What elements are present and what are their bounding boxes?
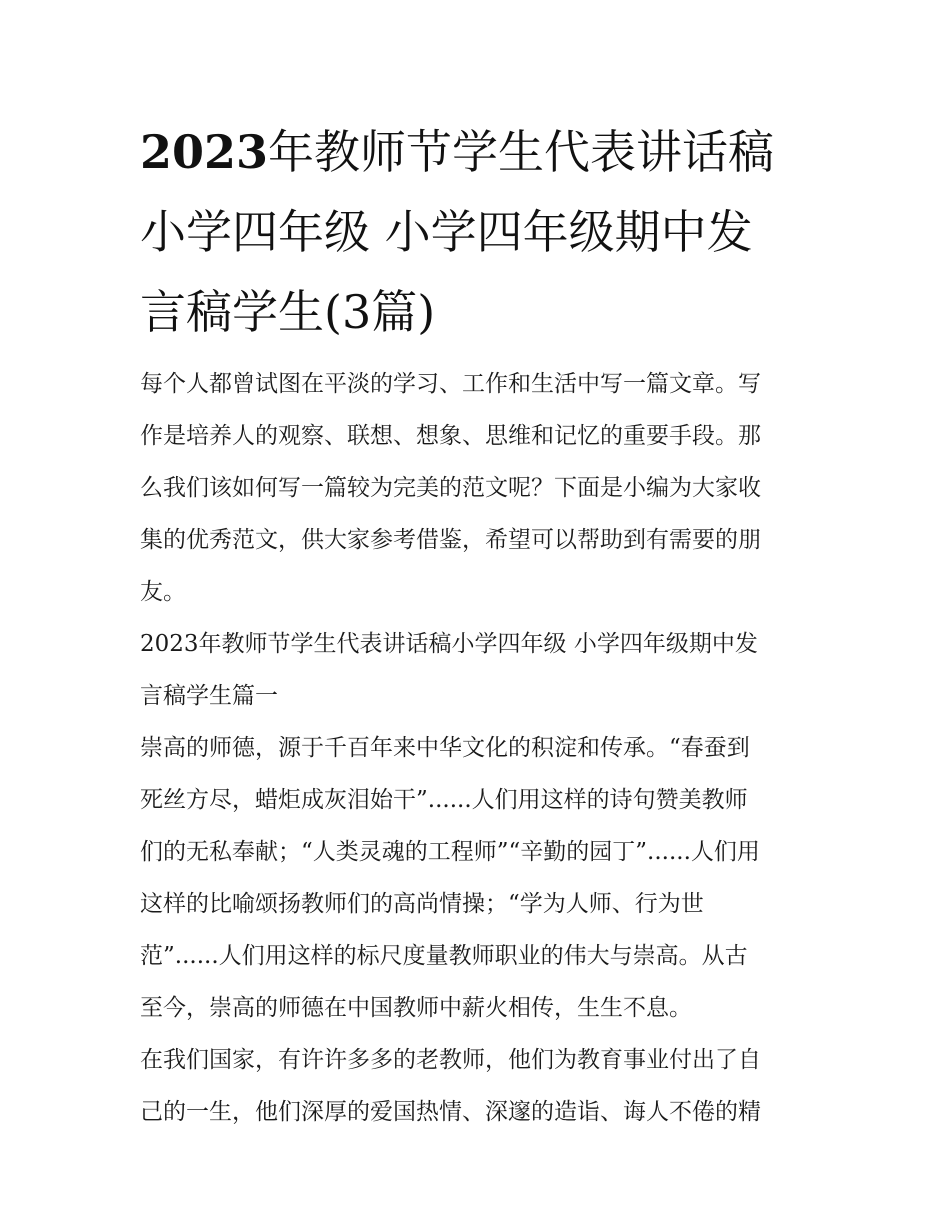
title-line [140, 272, 820, 352]
title-text: 年教师节学生代表讲话稿 [268, 125, 775, 179]
title-text: 言稿学生(3篇) [140, 285, 436, 339]
text-line: 至今，崇高的师德在中国教师中薪火相传，生生不息。 [140, 995, 692, 1021]
title-line [140, 192, 820, 272]
document-title [140, 112, 820, 352]
text-line: 范”......人们用这样的标尺度量教师职业的伟大与崇高。从古 [140, 943, 748, 969]
text-line: 己的一生，他们深厚的爱国热情、深邃的造诣、诲人不倦的精 [140, 1099, 761, 1125]
body-paragraph [140, 722, 820, 1034]
text-line: 么我们该如何写一篇较为完美的范文呢？下面是小编为大家收 [140, 475, 761, 501]
document-body [140, 358, 820, 1138]
text-line: 崇高的师德，源于千百年来中华文化的积淀和传承。“春蚕到 [140, 735, 750, 761]
intro-paragraph [140, 358, 820, 618]
body-paragraph [140, 1034, 820, 1138]
section-heading [140, 618, 820, 722]
text-line: 2023年教师节学生代表讲话稿小学四年级 小学四年级期中发 [140, 631, 758, 657]
title-line [140, 112, 820, 192]
text-line: 集的优秀范文，供大家参考借鉴，希望可以帮助到有需要的朋 [140, 527, 761, 553]
title-year: 2023 [140, 125, 269, 179]
title-text: 小学四年级 小学四年级期中发 [140, 205, 753, 259]
text-line: 言稿学生篇一 [140, 683, 278, 709]
text-line: 每个人都曾试图在平淡的学习、工作和生活中写一篇文章。写 [140, 371, 761, 397]
text-line: 在我们国家，有许许多多的老教师，他们为教育事业付出了自 [140, 1047, 761, 1073]
text-line: 这样的比喻颂扬教师们的高尚情操；“学为人师、行为世 [140, 891, 704, 917]
text-line: 友。 [140, 579, 186, 605]
text-line: 们的无私奉献；“人类灵魂的工程师”“辛勤的园丁”......人们用 [140, 839, 760, 865]
text-line: 作是培养人的观察、联想、想象、思维和记忆的重要手段。那 [140, 423, 761, 449]
text-line: 死丝方尽，蜡炬成灰泪始干”......人们用这样的诗句赞美教师 [140, 787, 748, 813]
